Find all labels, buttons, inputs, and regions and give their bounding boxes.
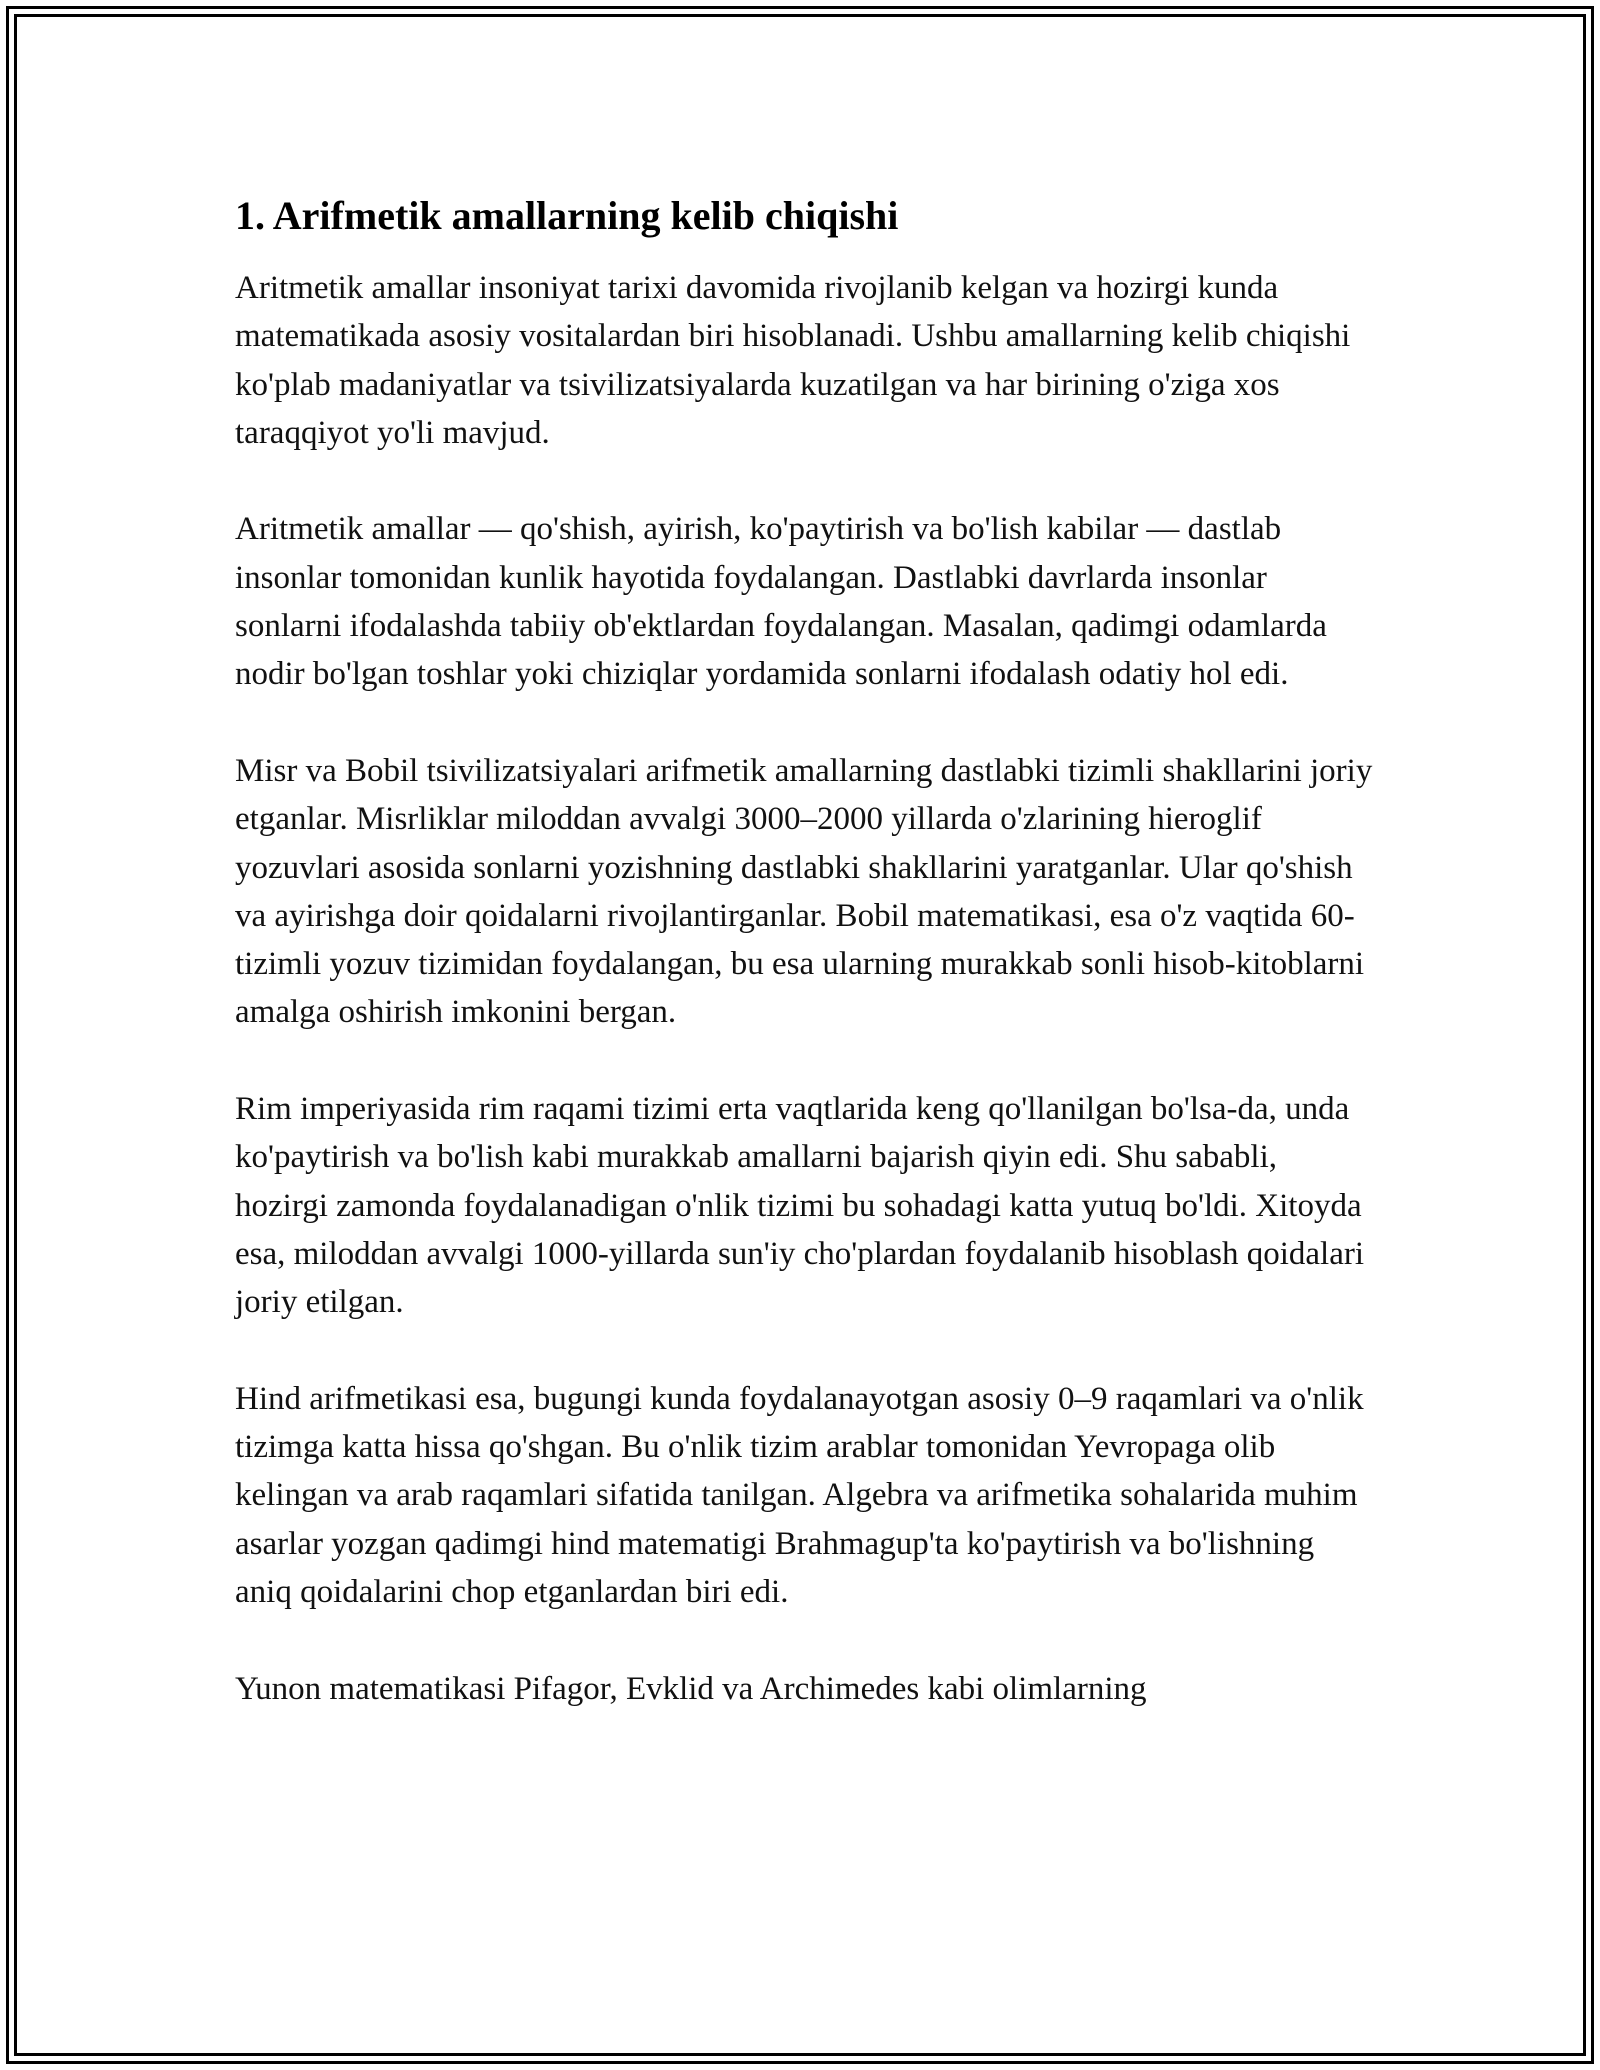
document-body — [235, 188, 1375, 1761]
paragraph-5: Hind arifmetikasi esa, bugungi kunda foydalanayotgan asosiy 0–9 raqamlari va o'nlik tizimga katta hissa qo'shgan. Bu o'nlik tizim arablar tomonidan Yevropaga olib kelingan va arab raqamlari sifatida tanilgan. Algebra va arifmetika sohalarida muhim asarlar yozgan qadimgi hind matematigi Brahmagup'ta ko'paytirish va bo'lishning aniq qoidalarini chop etganlardan biri edi. — [235, 1380, 1364, 1611]
paragraph-6: Yunon matematikasi Pifagor, Evklid va Archimedes kabi olimlarning — [235, 1670, 1147, 1707]
paragraph-1: Aritmetik amallar insoniyat tarixi davomida rivojlanib kelgan va hozirgi kunda matematikada asosiy vositalardan biri hisoblanadi. Ushbu amallarning kelib chiqishi ko'plab madaniyatlar va tsivilizatsiyalarda kuzatilgan va har birining o'ziga xos taraqqiyot yo'li mavjud. — [235, 270, 1351, 451]
section-heading: 1. Arifmetik amallarning kelib chiqishi — [235, 193, 899, 238]
paragraph-3: Misr va Bobil tsivilizatsiyalari arifmetik amallarning dastlabki tizimli shakllarini joriy etganlar. Misrliklar miloddan avvalgi 3000–2000 yillarda o'zlarining hieroglif yozuvlari asosida sonlarni yozishning dastlabki shakllarini yaratganlar. Ular qo'shish va ayirishga doir qoidalarni rivojlantirganlar. Bobil matematikasi, esa o'z vaqtida 60-tizimli yozuv tizimidan foydalangan, bu esa ularning murakkab sonli hisob-kitoblarni amalga oshirish imkonini bergan. — [235, 752, 1373, 1031]
paragraph-4: Rim imperiyasida rim raqami tizimi erta vaqtlarida keng qo'llanilgan bo'lsa-da, unda ko'paytirish va bo'lish kabi murakkab amallarni bajarish qiyin edi. Shu sababli, hozirgi zamonda foydalanadigan o'nlik tizimi bu sohadagi katta yutuq bo'ldi. Xitoyda esa, miloddan avvalgi 1000-yillarda sun'iy cho'plardan foydalanib hisoblash qoidalari joriy etilgan. — [235, 1091, 1365, 1321]
paragraph-2: Aritmetik amallar — qo'shish, ayirish, ko'paytirish va bo'lish kabilar — dastlab insonlar tomonidan kunlik hayotida foydalangan. Dastlabki davrlarda insonlar sonlarni ifodalashda tabiiy ob'ektlardan foydalangan. Masalan, qadimgi odamlarda nodir bo'lgan toshlar yoki chiziqlar yordamida sonlarni ifodalash odatiy hol edi. — [235, 511, 1327, 693]
